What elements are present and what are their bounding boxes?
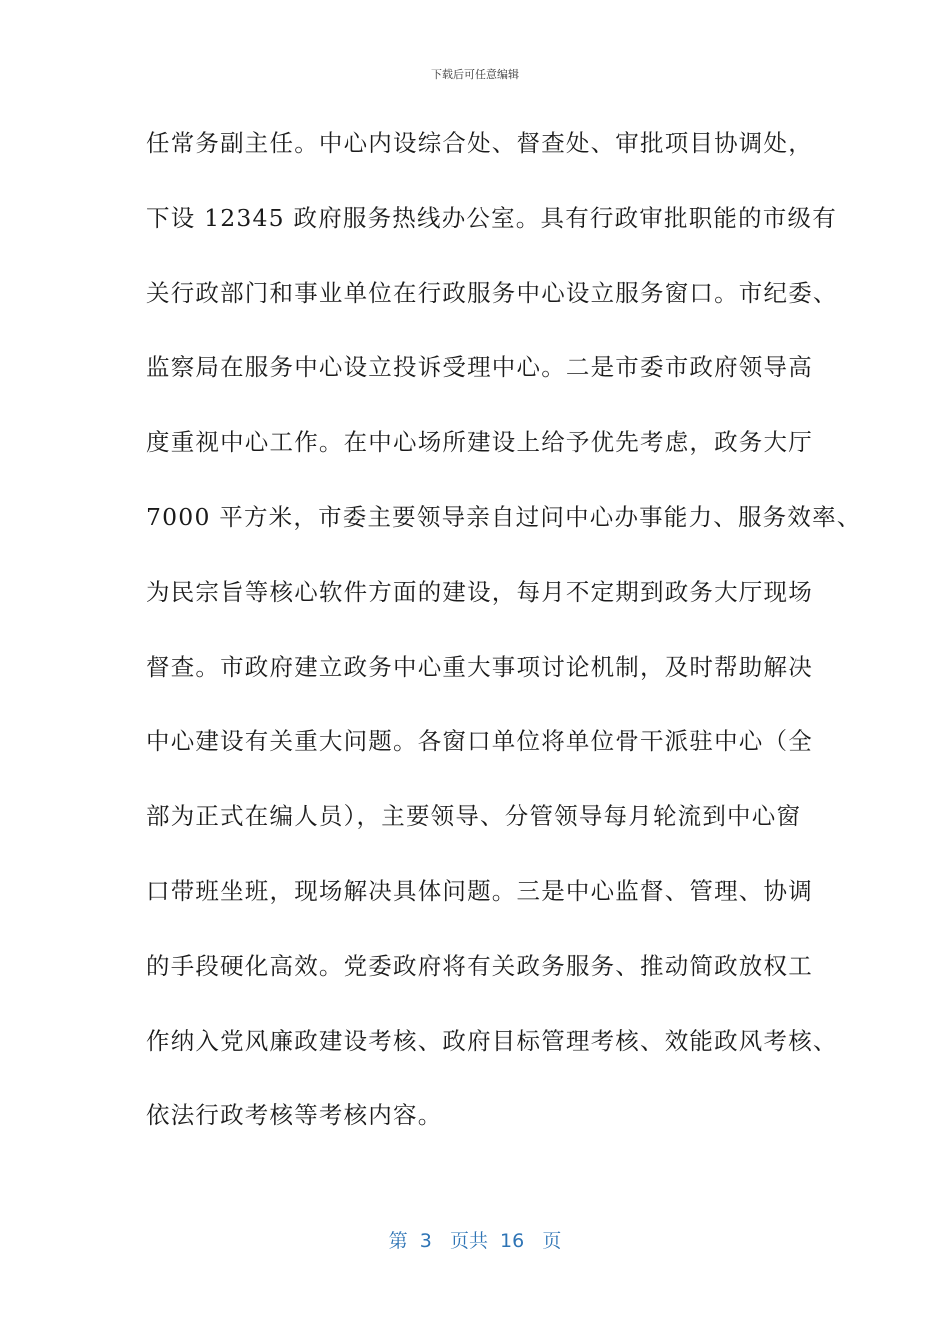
body-line: 的手段硬化高效。党委政府将有关政务服务、推动简政放权工 — [146, 951, 813, 980]
body-line: 依法行政考核等考核内容。 — [146, 1101, 443, 1130]
body-line: 下设 12345 政府服务热线办公室。具有行政审批职能的市级有 — [146, 203, 837, 232]
body-line: 为民宗旨等核心软件方面的建设，每月不定期到政务大厅现场 — [146, 577, 813, 606]
page-number-footer: 第 3 页共 16 页 — [388, 1230, 562, 1252]
body-line: 部为正式在编人员），主要领导、分管领导每月轮流到中心窗 — [146, 802, 802, 831]
document-body — [146, 118, 862, 1165]
body-line: 督查。市政府建立政务中心重大事项讨论机制，及时帮助解决 — [146, 652, 813, 681]
header-note: 下载后可任意编辑 — [431, 68, 519, 81]
body-line: 中心建设有关重大问题。各窗口单位将单位骨干派驻中心（全 — [146, 727, 813, 756]
body-line: 作纳入党风廉政建设考核、政府目标管理考核、效能政风考核、 — [146, 1026, 838, 1055]
body-line: 任常务副主任。中心内设综合处、督查处、审批项目协调处， — [146, 129, 813, 157]
body-line: 关行政部门和事业单位在行政服务中心设立服务窗口。市纪委、 — [146, 278, 838, 307]
body-line: 7000 平方米，市委主要领导亲自过问中心办事能力、服务效率、 — [146, 502, 862, 531]
body-line: 监察局在服务中心设立投诉受理中心。二是市委市政府领导高 — [146, 353, 813, 382]
body-line: 度重视中心工作。在中心场所建设上给予优先考虑，政务大厅 — [146, 428, 813, 457]
body-line: 口带班坐班，现场解决具体问题。三是中心监督、管理、协调 — [146, 876, 813, 905]
